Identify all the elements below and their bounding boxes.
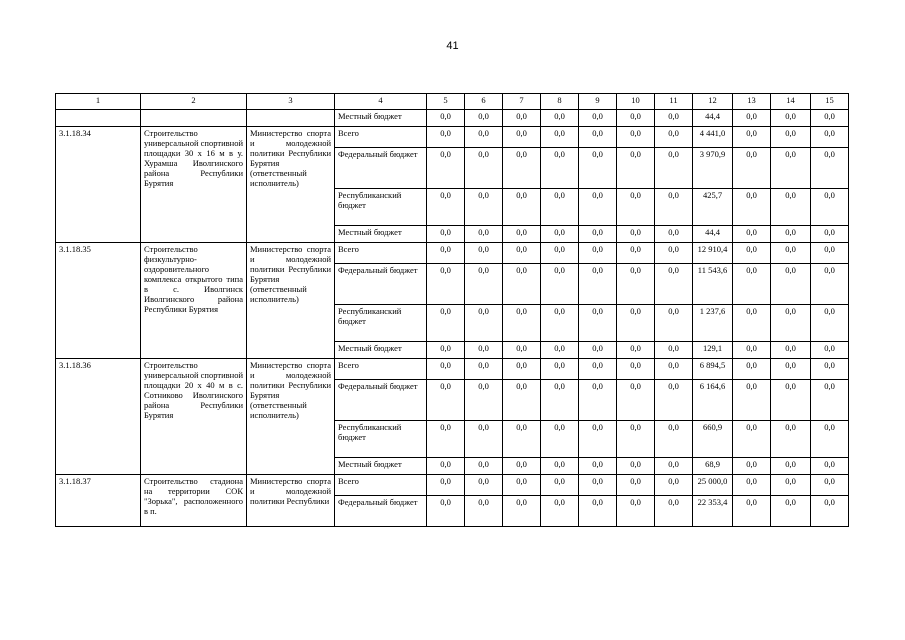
value-cell: 0,0 [579,359,617,380]
value-cell: 25 000,0 [693,475,733,496]
funding-source: Республиканский бюджет [335,305,427,342]
value-cell: 0,0 [617,342,655,359]
value-cell: 0,0 [733,421,771,458]
value-cell: 0,0 [771,475,811,496]
value-cell: 0,0 [427,226,465,243]
header-cell: 1 [56,94,141,110]
value-cell: 0,0 [579,243,617,264]
value-cell: 0,0 [465,475,503,496]
value-cell: 0,0 [427,189,465,226]
value-cell: 0,0 [541,380,579,421]
value-cell: 12 910,4 [693,243,733,264]
value-cell: 0,0 [503,380,541,421]
value-cell: 3 970,9 [693,148,733,189]
value-cell: 0,0 [541,226,579,243]
value-cell: 0,0 [655,110,693,127]
empty-cell [56,110,141,127]
value-cell: 0,0 [579,127,617,148]
value-cell: 68,9 [693,458,733,475]
value-cell: 0,0 [541,475,579,496]
value-cell: 0,0 [811,264,849,305]
value-cell: 0,0 [503,458,541,475]
funding-source: Всего [335,243,427,264]
value-cell: 0,0 [579,342,617,359]
value-cell: 0,0 [733,496,771,527]
header-cell: 8 [541,94,579,110]
value-cell: 0,0 [733,475,771,496]
value-cell: 0,0 [733,458,771,475]
funding-row [56,475,849,496]
value-cell: 0,0 [771,342,811,359]
value-cell: 0,0 [465,305,503,342]
value-cell: 0,0 [811,148,849,189]
funding-source: Республиканский бюджет [335,421,427,458]
value-cell: 0,0 [655,189,693,226]
value-cell: 0,0 [655,243,693,264]
value-cell: 0,0 [617,305,655,342]
funding-source: Республиканский бюджет [335,189,427,226]
value-cell: 0,0 [655,475,693,496]
value-cell: 0,0 [541,264,579,305]
value-cell: 0,0 [503,110,541,127]
value-cell: 0,0 [771,496,811,527]
funding-source: Местный бюджет [335,342,427,359]
value-cell: 0,0 [465,243,503,264]
value-cell: 0,0 [579,264,617,305]
value-cell: 0,0 [811,496,849,527]
value-cell: 0,0 [733,342,771,359]
value-cell: 0,0 [427,148,465,189]
value-cell: 0,0 [427,458,465,475]
value-cell: 0,0 [579,189,617,226]
value-cell: 0,0 [617,243,655,264]
value-cell: 0,0 [503,148,541,189]
value-cell: 0,0 [811,359,849,380]
value-cell: 0,0 [579,110,617,127]
value-cell: 0,0 [579,475,617,496]
value-cell: 0,0 [811,305,849,342]
value-cell: 0,0 [655,127,693,148]
value-cell: 0,0 [541,342,579,359]
value-cell: 0,0 [771,380,811,421]
header-cell: 9 [579,94,617,110]
value-cell: 0,0 [617,127,655,148]
value-cell: 0,0 [503,342,541,359]
value-cell: 0,0 [617,359,655,380]
funding-row [56,127,849,148]
value-cell: 0,0 [771,148,811,189]
value-cell: 0,0 [655,226,693,243]
value-cell: 0,0 [541,421,579,458]
value-cell: 0,0 [503,264,541,305]
value-cell: 0,0 [541,243,579,264]
item-executor: Министерство спорта и молодежной политики Республики Бурятия (ответственный исполнитель) [247,359,335,475]
value-cell: 0,0 [427,496,465,527]
value-cell: 425,7 [693,189,733,226]
value-cell: 0,0 [465,110,503,127]
item-executor: Министерство спорта и молодежной политики Республики Бурятия (ответственный исполнитель) [247,243,335,359]
value-cell: 0,0 [503,496,541,527]
value-cell: 0,0 [771,226,811,243]
value-cell: 0,0 [811,421,849,458]
value-cell: 0,0 [655,305,693,342]
value-cell: 0,0 [811,475,849,496]
value-cell: 0,0 [427,243,465,264]
value-cell: 0,0 [733,243,771,264]
value-cell: 0,0 [771,421,811,458]
value-cell: 0,0 [655,380,693,421]
value-cell: 0,0 [771,264,811,305]
value-cell: 0,0 [617,226,655,243]
value-cell: 0,0 [617,110,655,127]
value-cell: 129,1 [693,342,733,359]
value-cell: 0,0 [771,189,811,226]
item-code: 3.1.18.34 [56,127,141,243]
item-code: 3.1.18.37 [56,475,141,527]
value-cell: 0,0 [811,189,849,226]
value-cell: 0,0 [465,421,503,458]
value-cell: 0,0 [427,305,465,342]
value-cell: 0,0 [579,148,617,189]
value-cell: 0,0 [771,110,811,127]
value-cell: 0,0 [655,458,693,475]
value-cell: 0,0 [465,127,503,148]
header-cell: 12 [693,94,733,110]
funding-source: Федеральный бюджет [335,264,427,305]
funding-row [56,243,849,264]
value-cell: 0,0 [427,475,465,496]
value-cell: 0,0 [541,305,579,342]
value-cell: 0,0 [811,380,849,421]
value-cell: 0,0 [617,458,655,475]
value-cell: 0,0 [465,189,503,226]
value-cell: 0,0 [427,110,465,127]
item-name: Строительство универсальной спортивной площадки 30 х 16 м в у. Хурамша Иволгинского района Республики Бурятия [141,127,247,243]
value-cell: 0,0 [617,264,655,305]
header-cell: 6 [465,94,503,110]
header-cell: 11 [655,94,693,110]
funding-source: Всего [335,475,427,496]
funding-source: Федеральный бюджет [335,496,427,527]
value-cell: 11 543,6 [693,264,733,305]
value-cell: 0,0 [771,458,811,475]
value-cell: 0,0 [811,226,849,243]
value-cell: 6 164,6 [693,380,733,421]
value-cell: 0,0 [541,496,579,527]
value-cell: 0,0 [503,189,541,226]
funding-source: Всего [335,127,427,148]
value-cell: 0,0 [503,226,541,243]
header-cell: 2 [141,94,247,110]
value-cell: 0,0 [541,458,579,475]
value-cell: 0,0 [617,189,655,226]
value-cell: 0,0 [465,264,503,305]
value-cell: 0,0 [617,380,655,421]
value-cell: 0,0 [733,148,771,189]
value-cell: 0,0 [771,305,811,342]
value-cell: 0,0 [465,380,503,421]
value-cell: 0,0 [541,110,579,127]
value-cell: 0,0 [579,458,617,475]
value-cell: 4 441,0 [693,127,733,148]
value-cell: 0,0 [579,380,617,421]
value-cell: 0,0 [427,421,465,458]
empty-cell [141,110,247,127]
value-cell: 0,0 [503,359,541,380]
value-cell: 0,0 [655,264,693,305]
value-cell: 0,0 [465,359,503,380]
value-cell: 0,0 [541,189,579,226]
funding-source: Местный бюджет [335,226,427,243]
value-cell: 0,0 [579,421,617,458]
value-cell: 0,0 [733,110,771,127]
value-cell: 0,0 [617,475,655,496]
item-code: 3.1.18.36 [56,359,141,475]
empty-cell [247,110,335,127]
value-cell: 0,0 [733,264,771,305]
value-cell: 0,0 [655,421,693,458]
header-cell: 7 [503,94,541,110]
value-cell: 0,0 [811,342,849,359]
value-cell: 22 353,4 [693,496,733,527]
value-cell: 0,0 [811,458,849,475]
value-cell: 0,0 [427,127,465,148]
item-name: Строительство физкультурно-оздоровительного комплекса открытого типа в с. Иволгинск Иволгинского района Республики Бурятия [141,243,247,359]
value-cell: 0,0 [503,475,541,496]
value-cell: 0,0 [771,359,811,380]
funding-row [56,359,849,380]
value-cell: 0,0 [427,380,465,421]
value-cell: 44,4 [693,110,733,127]
header-cell: 15 [811,94,849,110]
value-cell: 0,0 [811,110,849,127]
value-cell: 0,0 [655,496,693,527]
value-cell: 0,0 [771,127,811,148]
carry-over-row [56,110,849,127]
funding-source: Федеральный бюджет [335,380,427,421]
item-name: Строительство универсальной спортивной площадки 20 х 40 м в с. Сотниково Иволгинского района Республики Бурятия [141,359,247,475]
value-cell: 0,0 [503,305,541,342]
value-cell: 0,0 [427,264,465,305]
value-cell: 0,0 [427,359,465,380]
value-cell: 0,0 [733,226,771,243]
funding-source: Всего [335,359,427,380]
header-cell: 4 [335,94,427,110]
value-cell: 0,0 [617,421,655,458]
value-cell: 0,0 [617,496,655,527]
value-cell: 0,0 [465,148,503,189]
value-cell: 0,0 [733,305,771,342]
value-cell: 0,0 [503,243,541,264]
funding-source: Местный бюджет [335,458,427,475]
budget-table [55,93,849,527]
header-row [56,94,849,110]
value-cell: 0,0 [541,127,579,148]
value-cell: 0,0 [733,380,771,421]
value-cell: 0,0 [503,127,541,148]
header-cell: 14 [771,94,811,110]
value-cell: 0,0 [465,226,503,243]
item-name: Строительство стадиона на территории СОК "Зорька", расположенного в п. [141,475,247,527]
value-cell: 0,0 [579,496,617,527]
value-cell: 0,0 [655,359,693,380]
value-cell: 0,0 [733,359,771,380]
value-cell: 0,0 [655,148,693,189]
value-cell: 0,0 [541,359,579,380]
value-cell: 0,0 [655,342,693,359]
value-cell: 0,0 [811,127,849,148]
page-number: 41 [446,40,459,52]
funding-source: Местный бюджет [335,110,427,127]
header-cell: 10 [617,94,655,110]
value-cell: 0,0 [733,127,771,148]
item-executor: Министерство спорта и молодежной политики Республики [247,475,335,527]
value-cell: 0,0 [465,342,503,359]
header-cell: 13 [733,94,771,110]
item-executor: Министерство спорта и молодежной политики Республики Бурятия (ответственный исполнитель) [247,127,335,243]
value-cell: 0,0 [465,496,503,527]
value-cell: 0,0 [541,148,579,189]
value-cell: 660,9 [693,421,733,458]
header-cell: 3 [247,94,335,110]
value-cell: 0,0 [427,342,465,359]
value-cell: 0,0 [465,458,503,475]
value-cell: 0,0 [811,243,849,264]
value-cell: 0,0 [503,421,541,458]
value-cell: 0,0 [617,148,655,189]
value-cell: 1 237,6 [693,305,733,342]
value-cell: 0,0 [579,305,617,342]
value-cell: 44,4 [693,226,733,243]
value-cell: 0,0 [771,243,811,264]
item-code: 3.1.18.35 [56,243,141,359]
value-cell: 0,0 [579,226,617,243]
funding-source: Федеральный бюджет [335,148,427,189]
header-cell: 5 [427,94,465,110]
value-cell: 6 894,5 [693,359,733,380]
value-cell: 0,0 [733,189,771,226]
